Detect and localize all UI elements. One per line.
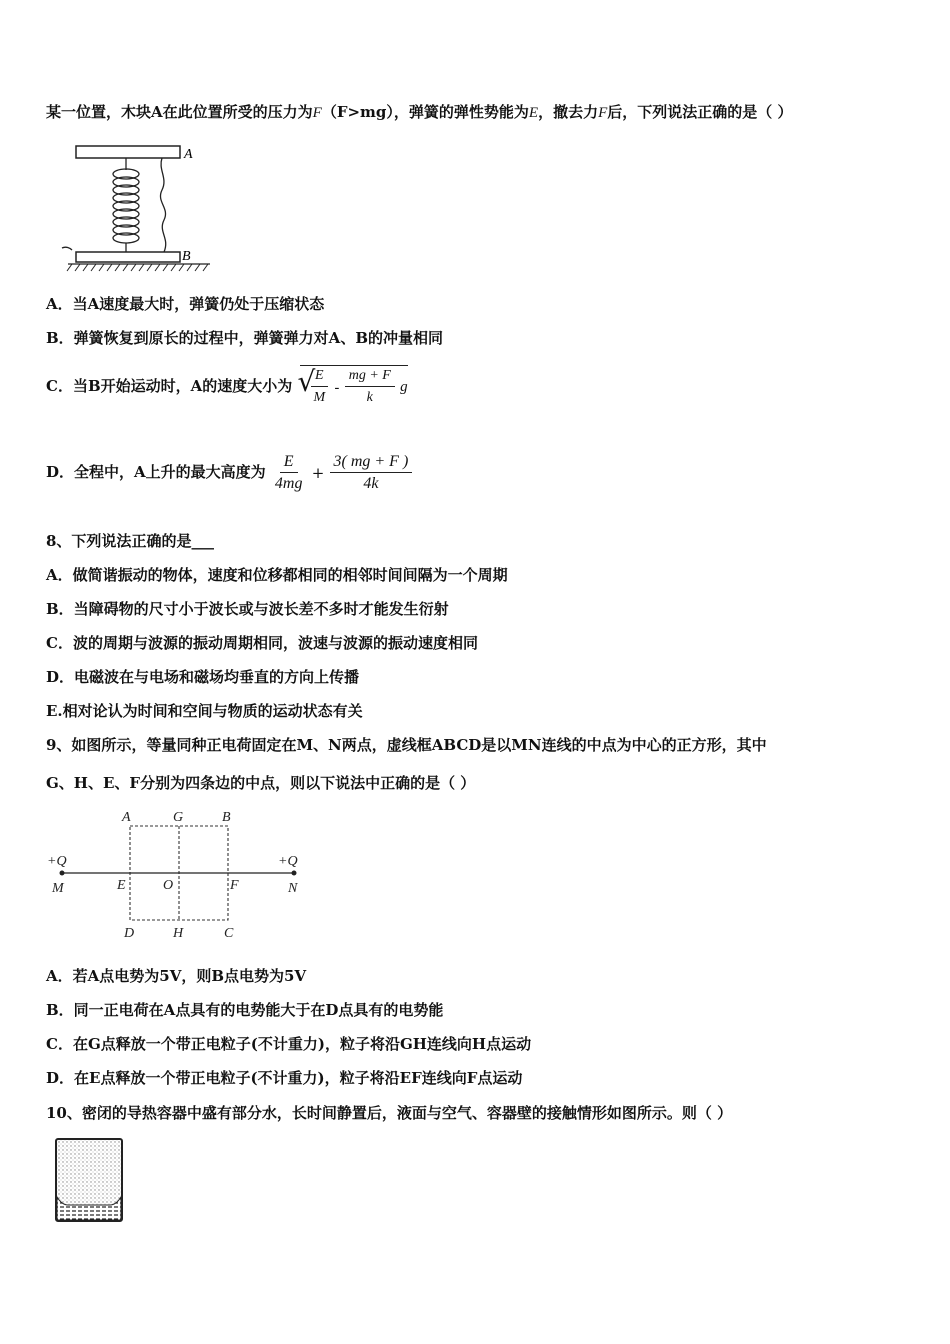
fig-label-q-left: +Q — [47, 854, 67, 869]
q9-stem-line2: G、H、E、F分别为四条边的中点，则以下说法中正确的是（ ） — [46, 774, 476, 792]
g-symbol: g — [400, 379, 408, 395]
container-water-figure — [54, 1137, 126, 1225]
q7-stem-rest1: ，弹簧的弹性势能为 — [393, 103, 529, 121]
fig-label-d: D — [124, 926, 135, 941]
fig-label-b: B — [222, 810, 231, 825]
spring-icon — [62, 158, 166, 252]
q7-option-b: B．弹簧恢复到原长的过程中，弹簧弹力对A、B的冲量相同 — [46, 329, 443, 347]
q7-stem-f2: F — [598, 105, 608, 121]
frac-num: E — [280, 452, 298, 473]
charge-n-dot — [292, 871, 297, 876]
q7-stem-paren: （F>mg） — [321, 103, 394, 121]
fig-label-b: B — [182, 249, 191, 264]
q8-option-b: B．当障碍物的尺寸小于波长或与波长差不多时才能发生衍射 — [46, 600, 449, 618]
q7-option-a: A．当A速度最大时，弹簧仍处于压缩状态 — [46, 295, 325, 313]
fig-label-m: M — [52, 881, 64, 896]
fig-label-e: E — [117, 878, 126, 893]
frac-e-4mg — [271, 452, 307, 495]
q7-stem-text: 某一位置，木块A在此位置所受的压力为 — [46, 103, 313, 121]
block-b — [76, 252, 180, 262]
charges-square-figure — [44, 806, 314, 941]
q8-option-e: E.相对论认为时间和空间与物质的运动状态有关 — [46, 702, 363, 720]
fig-label-o: O — [163, 878, 174, 893]
q9-option-a: A．若A点电势为5V，则B点电势为5V — [46, 967, 307, 985]
minus-sign: - — [334, 378, 340, 397]
fig-label-a: A — [184, 147, 193, 162]
q10-stem: 10、密闭的导热容器中盛有部分水，长时间静置后，液面与空气、容器壁的接触情形如图所示。则（ ） — [46, 1104, 733, 1122]
charge-m-dot — [60, 871, 65, 876]
fig-label-f: F — [230, 878, 239, 893]
q9-stem-line1: 9、如图所示，等量同种正电荷固定在M、N两点，虚线框ABCD是以MN连线的中点为中心的正方形，其中 — [46, 736, 767, 754]
ground-hatch — [67, 264, 208, 271]
q8-stem: 8、下列说法正确的是___ — [46, 532, 214, 550]
frac-num: mg + F — [345, 366, 395, 387]
frac-3mgf-4k — [330, 452, 413, 495]
fig-label-c: C — [224, 926, 234, 941]
sqrt-expression — [297, 365, 408, 409]
fig-label-q-right: +Q — [278, 854, 298, 869]
block-a — [76, 146, 180, 158]
q7-option-d — [46, 446, 412, 499]
frac-num: 3( mg + F ) — [330, 452, 413, 473]
q7-stem-e: E — [528, 105, 539, 121]
q7-stem-f: F — [312, 105, 322, 121]
frac-den: M — [313, 390, 326, 405]
q8-option-a: A．做简谐振动的物体，速度和位移都相同的相邻时间间隔为一个周期 — [46, 566, 508, 584]
frac-mgf-k — [345, 366, 395, 409]
q7-stem-rest3: 后，下列说法正确的是（ ） — [607, 103, 793, 121]
q9-option-c: C．在G点释放一个带正电粒子(不计重力)，粒子将沿GH连线向H点运动 — [46, 1035, 532, 1053]
sqrt-icon: √ — [297, 365, 316, 398]
fig-label-n: N — [288, 881, 298, 896]
q7-stem — [46, 102, 793, 123]
fig-label-h: H — [173, 926, 184, 941]
plus-sign: + — [311, 464, 325, 482]
q9-option-b: B．同一正电荷在A点具有的电势能大于在D点具有的电势能 — [46, 1001, 444, 1019]
fig-label-a: A — [122, 810, 131, 825]
fig-label-g: G — [173, 810, 184, 825]
q9-option-d: D．在E点释放一个带正电粒子(不计重力)，粒子将沿EF连线向F点运动 — [46, 1069, 523, 1087]
q7-option-d-text: D．全程中，A上升的最大高度为 — [46, 463, 266, 481]
frac-num: E — [311, 366, 328, 387]
frac-den: k — [366, 390, 373, 405]
spring-block-figure — [58, 140, 218, 275]
q8-option-c: C．波的周期与波源的振动周期相同，波速与波源的振动速度相同 — [46, 634, 478, 652]
frac-den: 4mg — [274, 474, 303, 492]
q8-option-d: D．电磁波在与电场和磁场均垂直的方向上传播 — [46, 668, 360, 686]
q7-option-c-text: C．当B开始运动时，A的速度大小为 — [46, 377, 293, 395]
q7-stem-rest2: ，撤去力 — [538, 103, 599, 121]
frac-den: 4k — [363, 474, 379, 492]
q7-option-c — [46, 362, 408, 410]
